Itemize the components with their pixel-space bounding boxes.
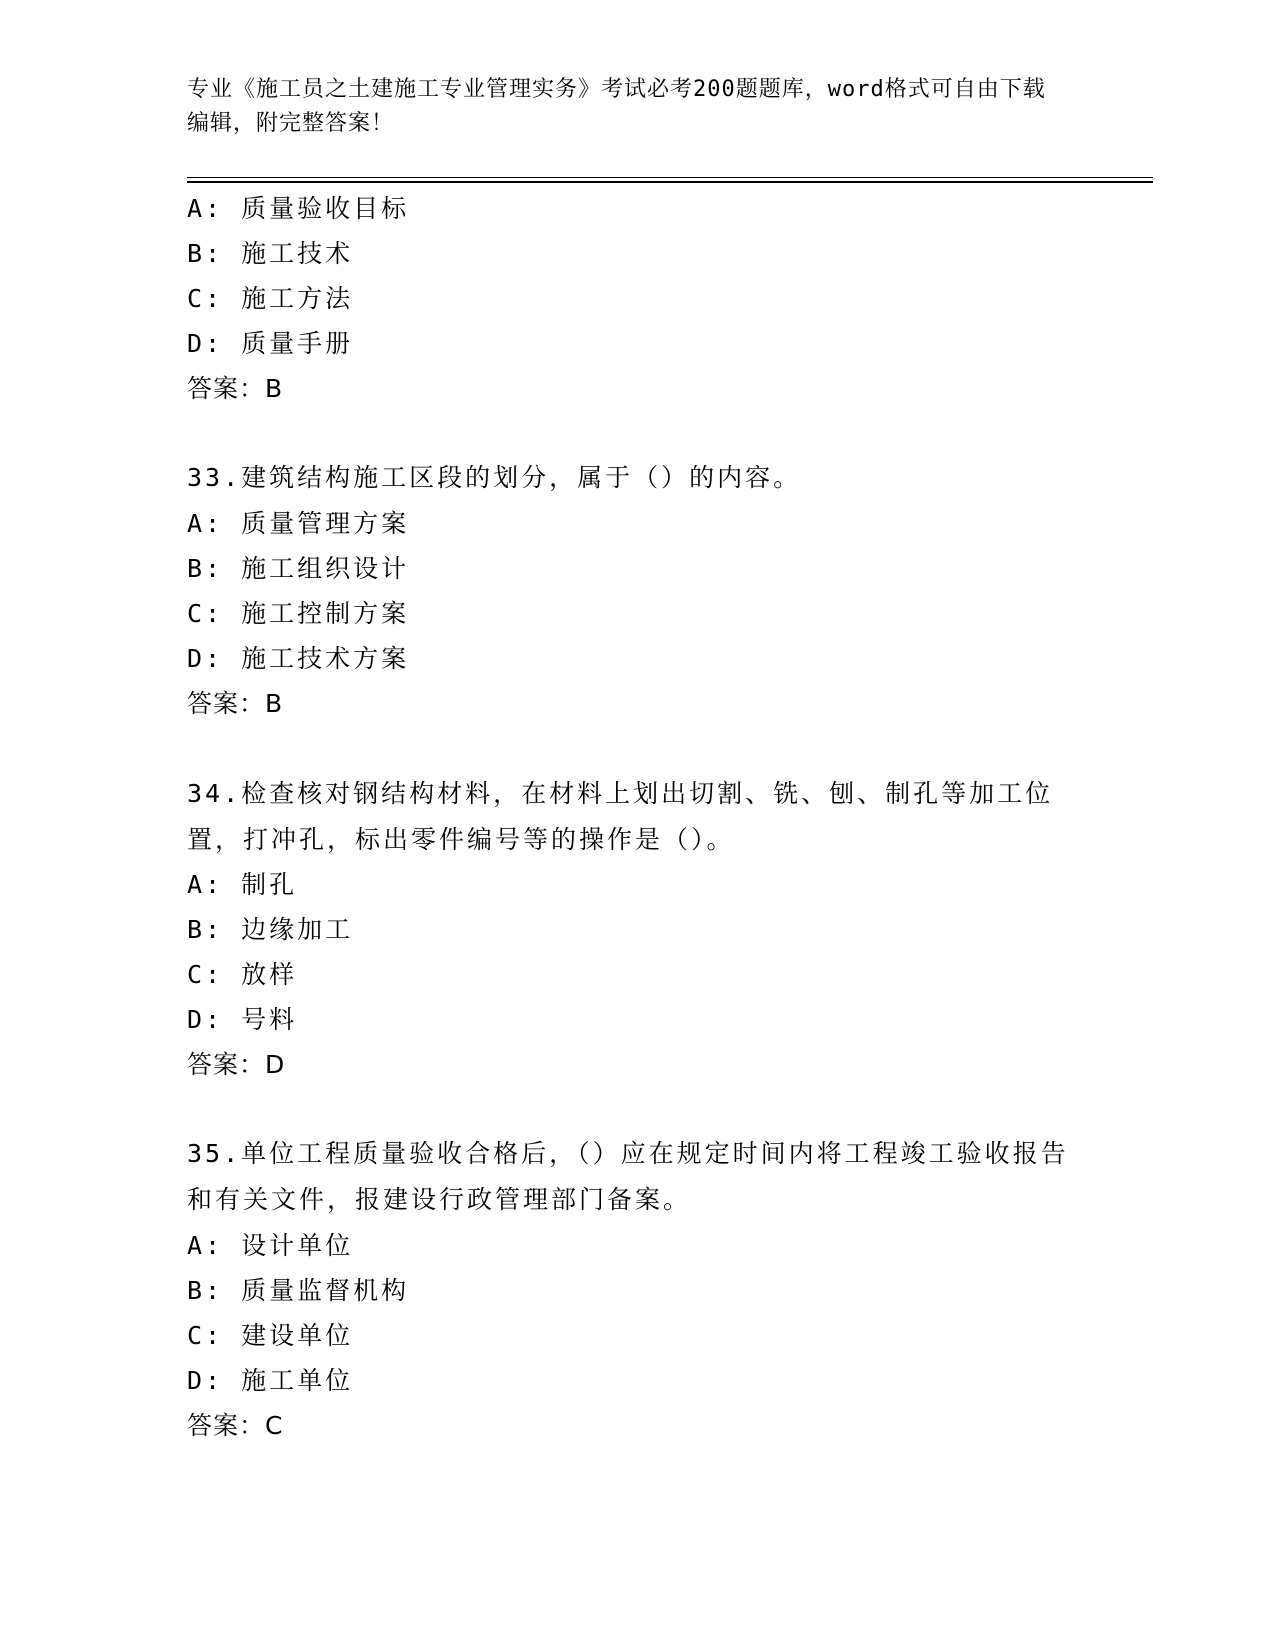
question-stem: 34.检查核对钢结构材料，在材料上划出切割、铣、刨、制孔等加工位置，打冲孔，标出零件编号等的操作是（）。 xyxy=(187,779,1054,854)
option-text: 施工组织设计 xyxy=(241,554,410,583)
option-c xyxy=(187,959,297,991)
option-label: B: xyxy=(187,554,224,583)
header-divider-thick xyxy=(187,181,1153,183)
option-label: C: xyxy=(187,284,224,313)
answer-line: 答案：B xyxy=(187,689,284,718)
option-b xyxy=(187,914,353,946)
option-c xyxy=(187,598,409,630)
option-label: B: xyxy=(187,1276,224,1305)
header-divider-thin xyxy=(187,177,1153,178)
option-label: D: xyxy=(187,329,224,358)
option-b xyxy=(187,1275,409,1307)
option-label: A: xyxy=(187,870,224,899)
option-label: A: xyxy=(187,194,224,223)
option-b xyxy=(187,553,409,585)
option-text: 施工技术 xyxy=(241,239,354,268)
option-a xyxy=(187,1230,353,1262)
option-a xyxy=(187,193,409,225)
option-label: C: xyxy=(187,1321,224,1350)
option-c xyxy=(187,1320,353,1352)
option-text: 制孔 xyxy=(241,870,298,899)
answer-line: 答案：C xyxy=(187,1411,284,1440)
answer-line: 答案：D xyxy=(187,1050,286,1079)
question-stem: 33.建筑结构施工区段的划分，属于（）的内容。 xyxy=(187,463,802,492)
option-text: 质量监督机构 xyxy=(241,1276,410,1305)
option-label: D: xyxy=(187,1005,224,1034)
option-text: 号料 xyxy=(241,1005,298,1034)
option-label: B: xyxy=(187,915,224,944)
option-label: A: xyxy=(187,1231,224,1260)
option-d xyxy=(187,328,353,360)
option-d xyxy=(187,1004,297,1036)
option-label: A: xyxy=(187,509,224,538)
option-label: C: xyxy=(187,599,224,628)
option-d xyxy=(187,643,409,675)
option-text: 质量管理方案 xyxy=(241,509,410,538)
question-stem: 35.单位工程质量验收合格后，（）应在规定时间内将工程竣工验收报告和有关文件，报建设行政管理部门备案。 xyxy=(187,1139,1069,1214)
option-text: 建设单位 xyxy=(241,1321,354,1350)
option-label: D: xyxy=(187,1366,224,1395)
option-text: 边缘加工 xyxy=(241,915,354,944)
option-text: 施工方法 xyxy=(241,284,354,313)
option-label: B: xyxy=(187,239,224,268)
option-text: 放样 xyxy=(241,960,298,989)
option-c xyxy=(187,283,353,315)
option-b xyxy=(187,238,353,270)
option-text: 施工技术方案 xyxy=(241,644,410,673)
option-d xyxy=(187,1365,353,1397)
answer-line: 答案：B xyxy=(187,374,284,403)
option-text: 设计单位 xyxy=(241,1231,354,1260)
option-a xyxy=(187,869,297,901)
option-text: 施工单位 xyxy=(241,1366,354,1395)
option-label: C: xyxy=(187,960,224,989)
option-text: 质量验收目标 xyxy=(241,194,410,223)
option-text: 质量手册 xyxy=(241,329,354,358)
option-text: 施工控制方案 xyxy=(241,599,410,628)
option-a xyxy=(187,508,409,540)
document-header: 专业《施工员之土建施工专业管理实务》考试必考200题题库，word格式可自由下载编辑，附完整答案！ xyxy=(187,77,1046,136)
option-label: D: xyxy=(187,644,224,673)
